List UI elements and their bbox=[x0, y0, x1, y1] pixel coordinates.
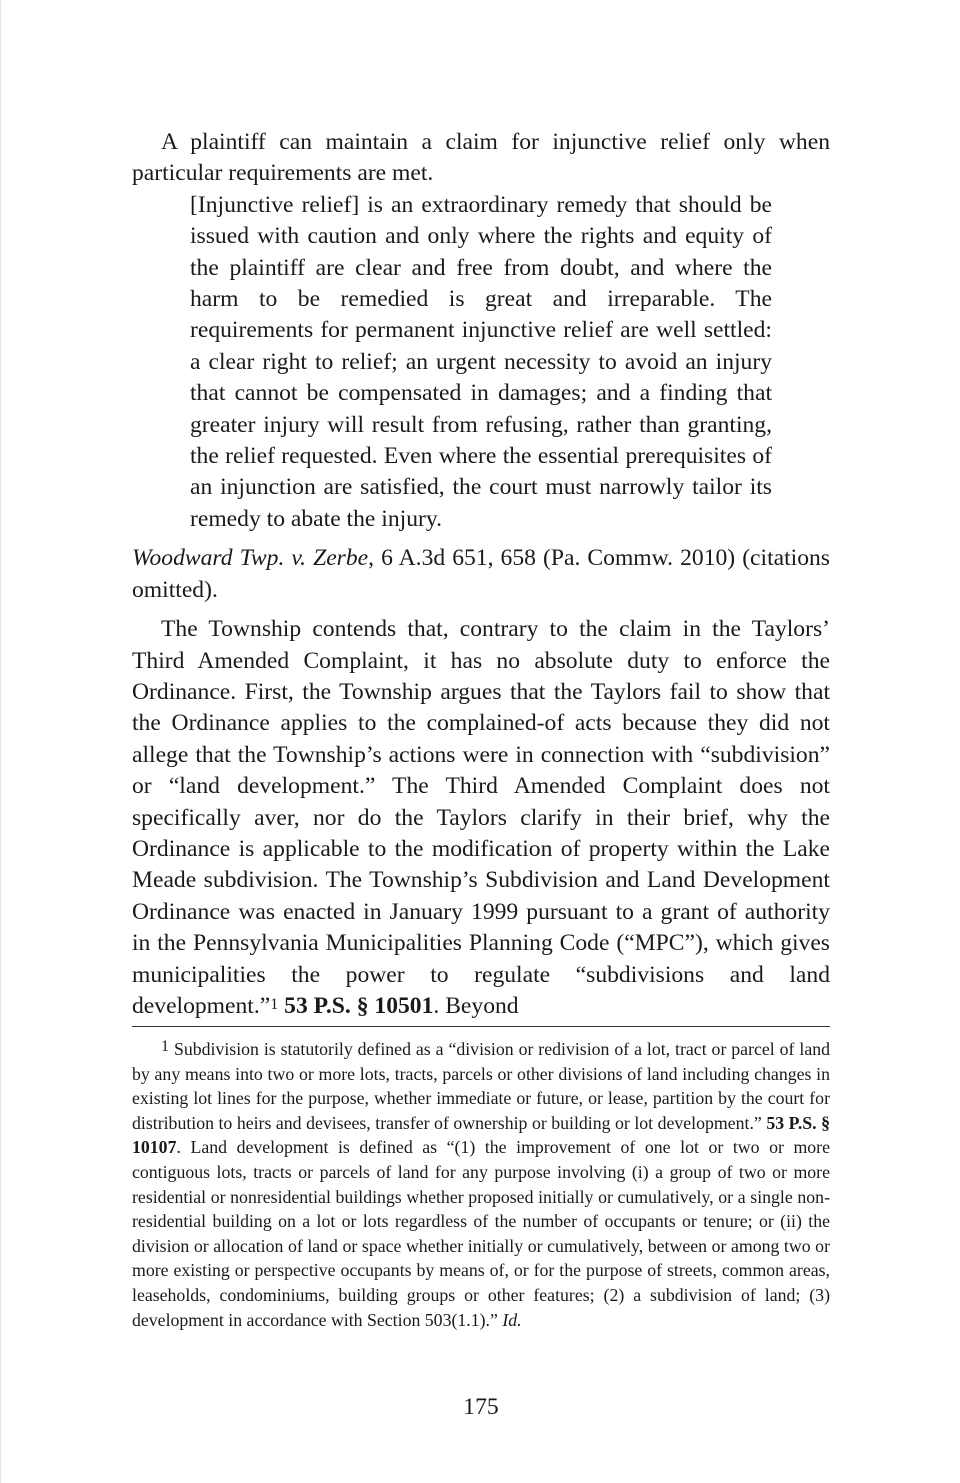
paragraph-intro: A plaintiff can maintain a claim for injunctive relief only when particular requirements are met. bbox=[132, 129, 830, 187]
footnote-divider bbox=[132, 1026, 830, 1027]
case-citation bbox=[132, 543, 830, 606]
statute-citation: 53 P.S. § 10501 bbox=[284, 992, 434, 1019]
footnote bbox=[132, 1037, 830, 1332]
footnote-number: 1 bbox=[161, 1038, 169, 1055]
main-text bbox=[132, 127, 830, 1022]
footnote-text-b: . Land development is defined as “(1) the improvement of one lot or two or more contiguous lots, tracts or parcels of land for any purpose involving (i) a group of two or more residential or nonresidential buildings whether proposed initially or cumulatively, or a single non-residential building on a lot or lots regardless of the number of occupants or tenure; or (ii) the division or allocation of land or space whether initially or cumulatively, between or among two or more existing or perspective occupants by means of, or for the purpose of streets, common areas, leaseholds, condominiums, building groups or other features; (2) a subdivision of land; (3) development in accordance with Section 503(1.1).” bbox=[132, 1137, 830, 1330]
footnote-text-a: Subdivision is statutorily defined as a “division or redivision of a lot, tract or parcel of land by any means into two or more lots, tracts, parcels or other divisions of land including changes in existing lot lines for the purpose, whether immediate or future, or lease, partition by the court for distribution to heirs and devisees, transfer of ownership or building or lot development.” bbox=[132, 1039, 830, 1133]
page-number: 175 bbox=[463, 1394, 499, 1420]
citation-details: , 6 A.3d 651, 658 (Pa. Commw. 2010) (citations omitted). bbox=[132, 545, 830, 603]
paragraph-township-tail: . Beyond bbox=[433, 992, 519, 1019]
footnote-id-cite: Id. bbox=[502, 1309, 522, 1330]
footnote-reference: 1 bbox=[270, 995, 279, 1013]
paragraph-township bbox=[132, 614, 830, 1022]
citation-case-name: Woodward Twp. v. Zerbe bbox=[132, 545, 369, 572]
footnote-paragraph bbox=[132, 1037, 830, 1332]
footnote-statute: 53 P.S. § 10107 bbox=[132, 1112, 831, 1158]
block-quote: [Injunctive relief] is an extraordinary remedy that should be issued with caution and only where the rights and equity of the plaintiff are clear and free from doubt, and where the harm to be remedied is great and irreparable. The requirements for permanent injunctive relief are well settled: a clear right to relief; an urgent necessity to avoid an injury that cannot be compensated in damages; and a finding that greater injury will result from refusing, rather than granting, the relief requested. Even where the essential prerequisites of an injunction are satisfied, the court must narrowly tailor its remedy to abate the injury. bbox=[190, 191, 772, 532]
paragraph-township-text: The Township contends that, contrary to the claim in the Taylors’ Third Amended Complaint, it has no absolute duty to enforce the Ordinance. First, the Township argues that the Taylors fail to show that the Ordinance applies to the complained-of acts because they did not allege that the Township’s actions were in connection with “subdivision” or “land development.” The Third Amended Complaint does not specifically aver, nor do the Taylors clarify in their brief, why the Ordinance is applicable to the modification of property within the Lake Meade subdivision. The Township’s Subdivision and Land Development Ordinance was enacted in January 1999 pursuant to a grant of authority in the Pennsylvania Municipalities Planning Code (“MPC”), which gives municipalities the power to regulate “subdivisions and land development.” bbox=[132, 616, 830, 1019]
